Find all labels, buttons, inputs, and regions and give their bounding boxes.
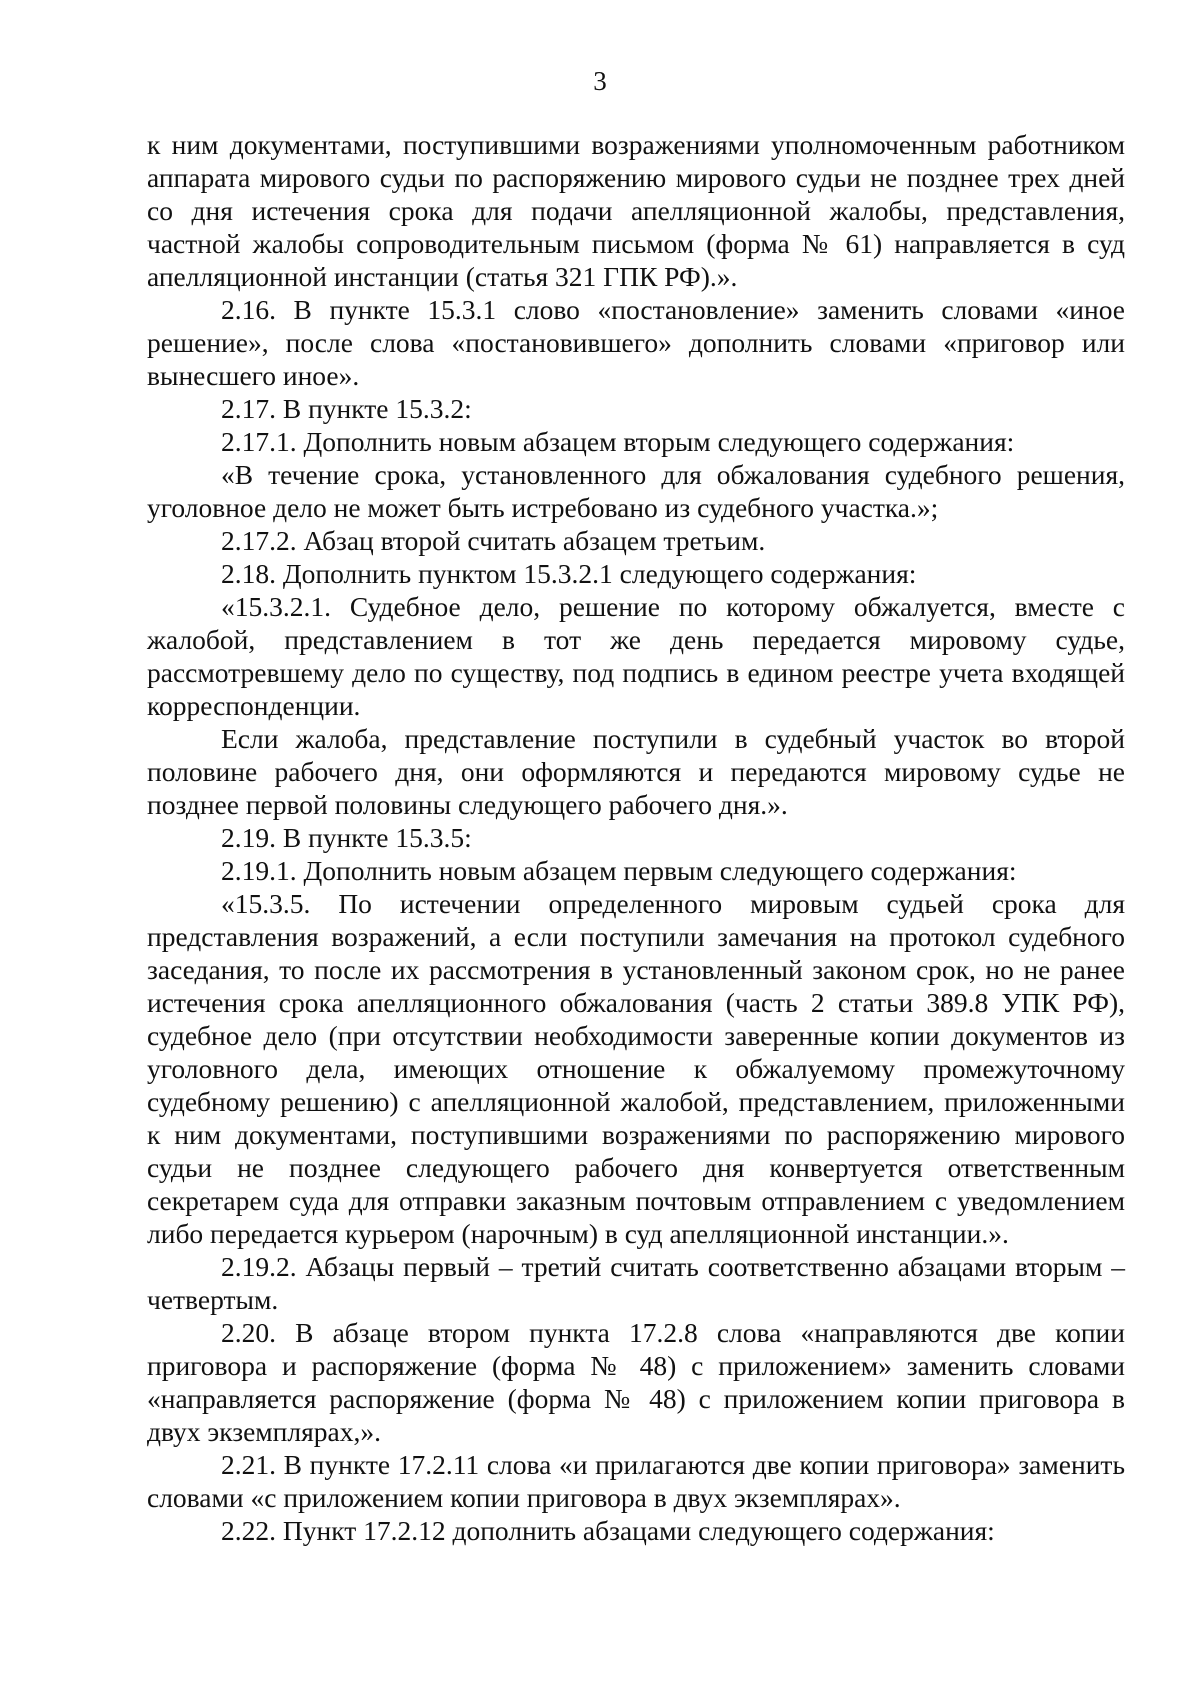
paragraph-2-18: 2.18. Дополнить пунктом 15.3.2.1 следующего содержания: [221,558,917,589]
paragraph-2-19: 2.19. В пункте 15.3.5: [221,822,472,853]
paragraph-2-21: 2.21. В пункте 17.2.11 слова «и прилагаются две копии приговора» заменить словами «с приложением копии приговора в двух экземплярах». [147,1449,1125,1513]
paragraph-quote-15-3-2-1: «15.3.2.1. Судебное дело, решение по которому обжалуется, вместе с жалобой, представлением в тот же день передается мировому судье, рассмотревшему дело по существу, под подпись в едином реестре учета входящей корреспонденции. [147,591,1125,721]
page-number: 3 [593,66,607,96]
paragraph-2-19-2: 2.19.2. Абзацы первый – третий считать соответственно абзацами вторым – четвертым. [147,1251,1125,1315]
paragraph-2-16: 2.16. В пункте 15.3.1 слово «постановление» заменить словами «иное решение», после слова «постановившего» дополнить словами «приговор или вынесшего иное». [147,294,1125,391]
paragraph-quote-15-3-5: «15.3.5. По истечении определенного мировым судьей срока для представления возражений, а если поступили замечания на протокол судебного заседания, то после их рассмотрения в установленный законом срок, но не ранее истечения срока апелляционного обжалования (часть 2 статьи 389.8 УПК РФ), судебное дело (при отсутствии необходимости заверенные копии документов из уголовного дела, имеющих отношение к обжалуемому промежуточному судебному решению) с апелляционной жалобой, представлением, приложенными к ним документами, поступившими возражениями по распоряжению мирового судьи не позднее следующего рабочего дня конвертуется ответственным секретарем суда для отправки заказным почтовым отправлением с уведомлением либо передается курьером (нарочным) в суд апелляционной инстанции.». [147,888,1125,1249]
document-body [147,128,1125,1547]
paragraph-2-22: 2.22. Пункт 17.2.12 дополнить абзацами следующего содержания: [221,1515,995,1546]
paragraph-2-17-1: 2.17.1. Дополнить новым абзацем вторым следующего содержания: [221,426,1015,457]
paragraph-2-20: 2.20. В абзаце втором пункта 17.2.8 слова «направляются две копии приговора и распоряжение (форма № 48) с приложением» заменить словами «направляется распоряжение (форма № 48) с приложением копии приговора в двух экземплярах,». [147,1317,1125,1447]
paragraph-complaint-timing: Если жалоба, представление поступили в судебный участок во второй половине рабочего дня, они оформляются и передаются мировому судье не позднее первой половины следующего рабочего дня.». [147,723,1125,820]
paragraph-2-17: 2.17. В пункте 15.3.2: [221,393,472,424]
paragraph-continuation: к ним документами, поступившими возражениями уполномоченным работником аппарата мирового судьи по распоряжению мирового судьи не позднее трех дней со дня истечения срока для подачи апелляционной жалобы, представления, частной жалобы сопроводительным письмом (форма № 61) направляется в суд апелляционной инстанции (статья 321 ГПК РФ).». [147,129,1125,292]
paragraph-quote-term: «В течение срока, установленного для обжалования судебного решения, уголовное дело не может быть истребовано из судебного участка.»; [147,459,1125,523]
paragraph-2-17-2: 2.17.2. Абзац второй считать абзацем третьим. [221,525,766,556]
paragraph-2-19-1: 2.19.1. Дополнить новым абзацем первым следующего содержания: [221,855,1017,886]
